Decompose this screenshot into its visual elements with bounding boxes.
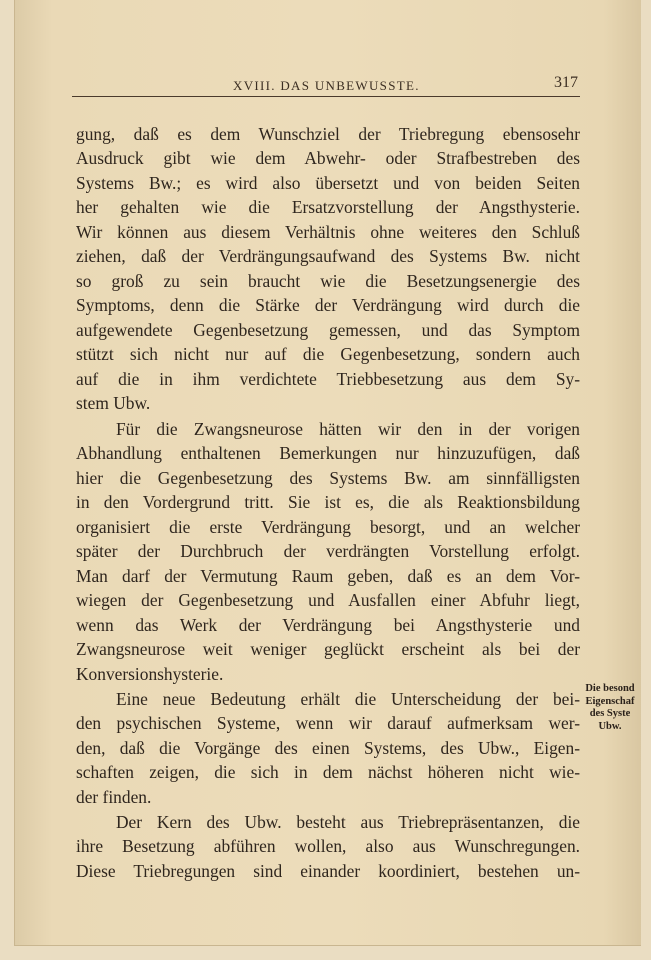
text-line: Zwangsneurose weit weniger geglückt erscheint als bei der — [76, 639, 580, 659]
text-line: der finden. — [76, 787, 152, 807]
text-line: aufgewendete Gegenbesetzung gemessen, und das Symptom — [76, 320, 580, 340]
text-line: Systems Bw.; es wird also übersetzt und von beiden Seiten — [76, 173, 580, 193]
margin-note-line: Eigenschaf — [585, 695, 635, 707]
text-line: Ausdruck gibt wie dem Abwehr- oder Strafbestreben des — [76, 148, 580, 168]
text-line: hier die Gegenbesetzung des Systems Bw. am sinnfälligsten — [76, 468, 580, 488]
text-line: Diese Triebregungen sind einander koordiniert, bestehen un- — [76, 861, 580, 881]
text-line: den, daß die Vorgänge des einen Systems, des Ubw., Eigen- — [76, 738, 580, 758]
margin-note-line: Die besond — [585, 683, 635, 694]
text-line: ziehen, daß der Verdrängungsaufwand des Systems Bw. nicht — [76, 246, 580, 266]
text-line: wiegen der Gegenbesetzung und Ausfallen einer Abfuhr liegt, — [76, 590, 580, 610]
text-line: her gehalten wie die Ersatzvorstellung der Angsthysterie. — [76, 197, 580, 217]
text-line: den psychischen Systeme, wenn wir darauf aufmerksam wer- — [76, 713, 580, 733]
text-line: organisiert die erste Verdrängung besorgt, und an welcher — [76, 517, 580, 537]
text-line: schaften zeigen, die sich in dem nächst höheren nicht wie- — [76, 762, 580, 782]
text-line: in den Vordergrund tritt. Sie ist es, die als Reaktionsbildung — [76, 492, 580, 512]
text-line: Abhandlung enthaltenen Bemerkungen nur hinzuzufügen, daß — [76, 443, 580, 463]
text-line: Eine neue Bedeutung erhält die Unterscheidung der bei- — [116, 689, 580, 709]
margin-note-line: Ubw. — [598, 720, 622, 732]
text-line: Wir können aus diesem Verhältnis ohne weiteres den Schluß — [76, 222, 580, 242]
text-line: gung, daß es dem Wunschziel der Triebregung ebensosehr — [76, 124, 580, 144]
chapter-title: XVIII. DAS UNBEWUSSTE. — [233, 78, 420, 93]
text-line: stützt sich nicht nur auf die Gegenbesetzung, sondern auch — [76, 344, 580, 364]
text-line: so groß zu sein braucht wie die Besetzungsenergie des — [76, 271, 580, 291]
text-line: ihre Besetzung abführen wollen, also aus Wunschregungen. — [76, 836, 580, 856]
text-line: Man darf der Vermutung Raum geben, daß es an dem Vor- — [76, 566, 580, 586]
text-line: stem Ubw. — [76, 393, 151, 413]
page-number: 317 — [554, 74, 578, 91]
text-line: Symptoms, denn die Stärke der Verdrängung wird durch die — [76, 295, 580, 315]
running-header — [72, 74, 580, 98]
text-line: Konversionshysterie. — [76, 664, 224, 684]
header-rule — [72, 96, 580, 97]
text-line: später der Durchbruch der verdrängten Vorstellung erfolgt. — [76, 541, 580, 561]
text-line: Der Kern des Ubw. besteht aus Triebrepräsentanzen, die — [116, 812, 580, 832]
margin-note — [580, 683, 640, 733]
text-line: wenn das Werk der Verdrängung bei Angsthysterie und — [76, 615, 580, 635]
text-line: Für die Zwangsneurose hätten wir den in der vorigen — [116, 419, 580, 439]
text-line: auf die in ihm verdichtete Triebbesetzung aus dem Sy- — [76, 369, 580, 389]
margin-note-line: des Syste — [589, 708, 631, 719]
